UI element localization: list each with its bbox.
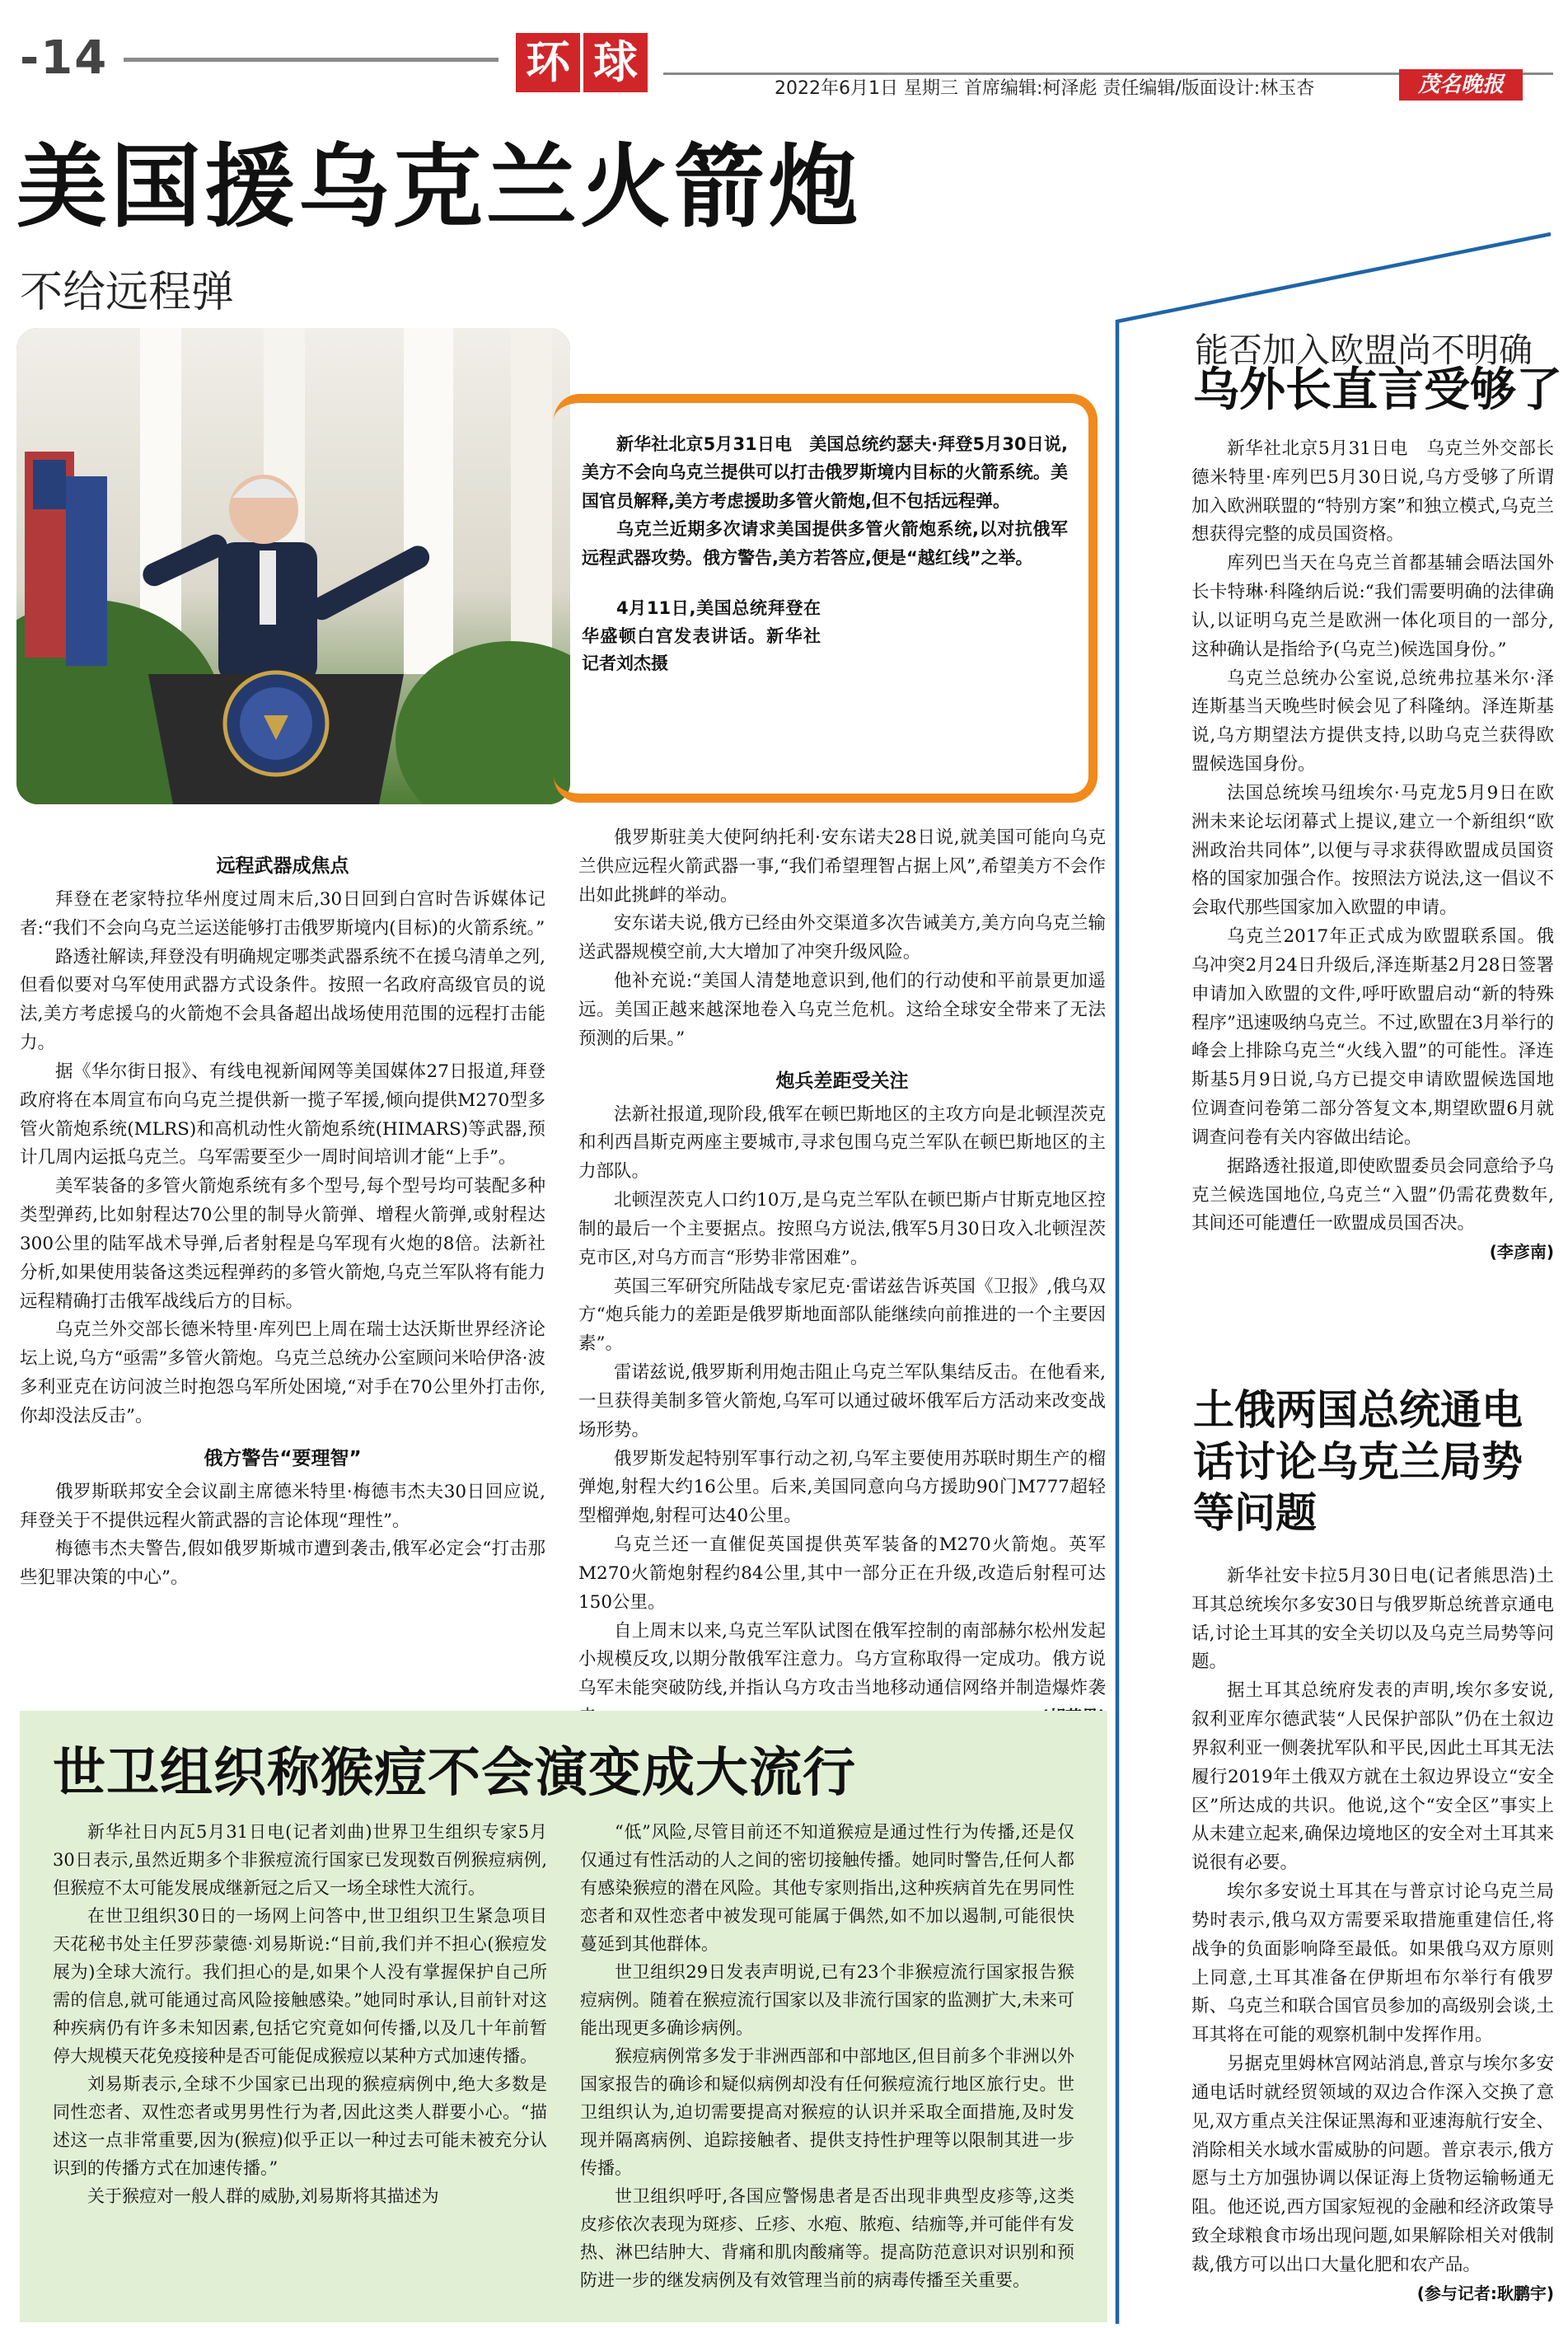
right-story-1-kicker: 能否加入欧盟尚不明确: [1195, 330, 1533, 370]
article-paragraph: 乌克兰总统办公室说,总统弗拉基米尔·泽连斯基当天晚些时候会见了科隆纳。泽连斯基说,乌方期望法方提供支持,以助乌克兰获得欧盟候选国身份。: [1191, 667, 1554, 775]
intro-paragraph-1: 新华社北京5月31日电 美国总统约瑟夫·拜登5月30日说,美方不会向乌克兰提供可以打击俄罗斯境内目标的火箭系统。美国官员解释,美方考虑援助多管火箭炮,但不包括远程弹。: [582, 434, 1068, 511]
page-number: -14: [20, 31, 109, 85]
photo-illustration: [16, 328, 570, 804]
monkeypox-col-2: [580, 1818, 1074, 2294]
article-paragraph: 法国总统埃马纽埃尔·马克龙5月9日在欧洲未来论坛闭幕式上提议,建立一个新组织“欧洲政治共同体”,以便与寻求获得欧盟成员国资格的国家加强合作。按照法方说法,这一倡议不会取代那些国家加入欧盟的申请。: [1191, 782, 1554, 919]
article-paragraph: 埃尔多安说土耳其在与普京讨论乌克兰局势时表示,俄乌双方需要采取措施重建信任,将战争的负面影响降至最低。如果俄乌双方原则上同意,土耳其准备在伊斯坦布尔举行有俄罗斯、乌克兰和联合国官员参加的高级别会谈,土耳其将在可能的观察机制中发挥作用。: [1191, 1881, 1554, 2046]
article-paragraph: 据《华尔街日报》、有线电视新闻网等美国媒体27日报道,拜登政府将在本周宣布向乌克兰提供新一揽子军援,倾向提供M270型多管火箭炮系统(MLRS)和高机动性火箭炮系统(HIMARS)等武器,预计几周内运抵乌克兰。乌军需要至少一周时间培训才能“上手”。: [20, 1061, 545, 1169]
article-paragraph: 俄罗斯联邦安全会议副主席德米特里·梅德韦杰夫30日回应说,拜登关于不提供远程火箭武器的言论体现“理性”。: [20, 1481, 545, 1531]
article-paragraph: 自上周末以来,乌克兰军队试图在俄军控制的南部赫尔松州发起小规模反攻,以期分散俄军注意力。乌方宣称取得一定成功。俄方说乌军未能突破防线,并指认乌方攻击当地移动通信网络并制造爆炸袭: [578, 1618, 1106, 1732]
article-paragraph: 安东诺夫说,俄方已经由外交渠道多次告诫美方,美方向乌克兰输送武器规模空前,大大增加了冲突升级风险。: [578, 913, 1106, 963]
article-paragraph: 梅德韦杰夫警告,假如俄罗斯城市遭到袭击,俄军必定会“打击那些犯罪决策的中心”。: [20, 1539, 545, 1589]
article-paragraph: 猴痘病例常多发于非洲西部和中部地区,但目前多个非洲以外国家报告的确诊和疑似病例却没有任何猴痘流行地区旅行史。世卫组织认为,迫切需要提高对猴痘的认识并采取全面措施,及时发现并隔离病例、追踪接触者、提供支持性护理等以限制其进一步传播。: [580, 2046, 1074, 2179]
main-story-col-2: [578, 824, 1106, 1732]
section-subheading: 远程武器成焦点: [216, 855, 349, 877]
article-paragraph: 世卫组织29日发表声明说,已有23个非猴痘流行国家报告猴痘病例。随着在猴痘流行国家以及非流行国家的监测扩大,未来可能出现更多确诊病例。: [580, 1962, 1074, 2039]
article-paragraph: 北顿涅茨克人口约10万,是乌克兰军队在顿巴斯卢甘斯克地区控制的最后一个主要据点。按照乌方说法,俄军5月30日攻入北顿涅茨克市区,对乌方而言“形势非常困难”。: [578, 1190, 1106, 1268]
article-paragraph: 雷诺兹说,俄罗斯利用炮击阻止乌克兰军队集结反击。在他看来,一旦获得美制多管火箭炮,乌军可以通过破坏俄军后方活动来改变战场形势。: [578, 1362, 1106, 1440]
date-line: 2022年6月1日 星期三 首席编辑:柯泽彪 责任编辑/版面设计:林玉杏: [775, 78, 1315, 99]
author-byline: (参与记者:耿鹏宇): [1416, 2283, 1554, 2303]
article-paragraph: 路透社解读,拜登没有明确规定哪类武器系统不在援乌清单之列,但看似要对乌军使用武器方式设条件。按照一名政府高级官员的说法,美方考虑援乌的火箭炮不会具备超出战场使用范围的远程打击能力。: [20, 946, 545, 1054]
article-paragraph: 法新社报道,现阶段,俄军在顿巴斯地区的主攻方向是北顿涅茨克和利西昌斯克两座主要城市,寻求包围乌克兰军队在顿巴斯地区的主力部队。: [578, 1103, 1106, 1183]
article-paragraph: 另据克里姆林宫网站消息,普京与埃尔多安通电话时就经贸领域的双边合作深入交换了意见,双方重点关注保证黑海和亚速海航行安全、消除相关水域水雷威胁的问题。普京表示,俄方愿与土方加强协调以保证海上货物运输畅通无阻。他还说,西方国家短视的金融和经济政策导致全球粮食市场出现问题,如果解除相关对俄制裁,俄方可以出口大量化肥和农产品。 (参与记者:耿鹏宇): [1191, 2050, 1554, 2280]
right-story-1-headline: 乌外长直言受够了: [1193, 363, 1562, 417]
right-story-2-headline: 土俄两国总统通电话讨论乌克兰局势等问题: [1193, 1386, 1523, 1537]
main-subheadline: 不给远程弹: [20, 268, 235, 317]
main-headline: 美国援乌克兰火箭炮: [16, 134, 862, 240]
section-char-1: 环: [516, 33, 580, 92]
article-paragraph: 据路透社报道,即使欧盟委员会同意给予乌克兰候选国地位,乌克兰“入盟”仍需花费数年,其间还可能遭任一欧盟成员国否决。 (李彦南): [1191, 1153, 1554, 1239]
article-paragraph: 世卫组织呼吁,各国应警惕患者是否出现非典型皮疹等,这类皮疹依次表现为斑疹、丘疹、水疱、脓疱、结痂等,并可能伴有发热、淋巴结肿大、背痛和肌肉酸痛等。提高防范意识对识别和预防进一步的继发病例及有效管理当前的病毒传播至关重要。: [580, 2186, 1074, 2291]
main-story-col-1: [20, 839, 545, 1593]
article-paragraph: 新华社日内瓦5月31日电(记者刘曲)世界卫生组织专家5月30日表示,虽然近期多个非猴痘流行国家已发现数百例猴痘病例,但猴痘不太可能发展成继新冠之后又一场全球性大流行。: [53, 1822, 547, 1899]
article-paragraph: 俄罗斯发起特别军事行动之初,乌军主要使用苏联时期生产的榴弹炮,射程大约16公里。后来,美国同意向乌方援助90门M777超轻型榴弹炮,射程可达40公里。: [578, 1448, 1106, 1527]
intro-paragraph-2: 乌克兰近期多次请求美国提供多管火箭炮系统,以对抗俄军远程武器攻势。俄方警告,美方若答应,便是“越红线”之举。: [582, 519, 1068, 568]
section-subheading: 俄方警告“要理智”: [204, 1447, 362, 1469]
right-story-2-body: [1191, 1562, 1554, 2307]
photo-caption: 4月11日,美国总统拜登在华盛顿白宫发表讲话。新华社记者刘杰摄: [582, 598, 821, 674]
monkeypox-headline: 世卫组织称猴痘不会演变成大流行: [53, 1743, 856, 1804]
article-paragraph: 刘易斯表示,全球不少国家已出现的猴痘病例中,绝大多数是同性恋者、双性恋者或男男性行为者,因此这类人群要小心。“描述这一点非常重要,因为(猴痘)似乎正以一种过去可能未被充分认识到的传播方式在加速传播。”: [53, 2074, 547, 2179]
article-paragraph: “低”风险,尽管目前还不知道猴痘是通过性行为传播,还是仅仅通过有性活动的人之间的密切接触传播。她同时警告,任何人都有感染猴痘的潜在风险。其他专家则指出,这种疾病首先在男同性恋者和双性恋者中被发现可能属于偶然,如不加以遏制,可能很快蔓延到其他群体。: [580, 1822, 1074, 1955]
header-rule-left: [124, 58, 498, 62]
newspaper-logo: 茂名晚报: [1399, 69, 1523, 101]
article-paragraph: 在世卫组织30日的一场网上问答中,世卫组织卫生紧急项目天花秘书处主任罗莎蒙德·刘易斯说:“目前,我们并不担心(猴痘发展为)全球大流行。我们担心的是,如果个人没有掌握保护自己所需的信息,就可能通过高风险接触感染。”她同时承认,目前针对这种疾病仍有许多未知因素,包括它究竟如何传播,以及几十年前暂停大规模天花免疫接种是否可能促成猴痘以某种方式加速传播。: [53, 1906, 547, 2067]
article-paragraph: 美军装备的多管火箭炮系统有多个型号,每个型号均可装配多种类型弹药,比如射程达70公里的制导火箭弹、增程火箭弹,或射程达300公里的陆军战术导弹,后者射程是乌军现有火炮的8倍。法新社分析,如果使用装备这类远程弹药的多管火箭炮,乌克兰军队将有能力远程精确打击俄军战线后方的目标。: [20, 1176, 545, 1312]
article-paragraph: 乌克兰外交部长德米特里·库列巴上周在瑞士达沃斯世界经济论坛上说,乌方“亟需”多管火箭炮。乌克兰总统办公室顾问米哈伊洛·波多利亚克在访问波兰时抱怨乌军所处困境,“对手在70公里外打击你,你却没法反击”。: [20, 1319, 545, 1426]
right-story-1-body: [1191, 435, 1554, 1266]
author-byline: (李彦南): [1489, 1242, 1554, 1262]
article-paragraph: 库列巴当天在乌克兰首都基辅会晤法国外长卡特琳·科隆纳后说:“我们需要明确的法律确认,以证明乌克兰是欧洲一体化项目的一部分,这种确认是指给予(乌克兰)候选国身份。”: [1191, 553, 1554, 660]
article-paragraph: 乌克兰2017年正式成为欧盟联系国。俄乌冲突2月24日升级后,泽连斯基2月28日签署申请加入欧盟的文件,呼吁欧盟启动“新的特殊程序”迅速吸纳乌克兰。不过,欧盟在3月举行的峰会上排除乌克兰“火线入盟”的可能性。泽连斯基5月9日说,乌方已提交申请欧盟候选国地位调查问卷第二部分答复文本,期望欧盟6月就调查问卷有关内容做出结论。: [1191, 926, 1555, 1148]
section-badge: [516, 33, 656, 92]
article-paragraph: 拜登在老家特拉华州度过周末后,30日回到白宫时告诉媒体记者:“我们不会向乌克兰运送能够打击俄罗斯境内(目标)的火箭系统。”: [20, 889, 545, 939]
article-paragraph: 据土耳其总统府发表的声明,埃尔多安说,叙利亚库尔德武装“人民保护部队”仍在土叙边界叙利亚一侧袭扰军队和平民,因此土耳其无法履行2019年土俄双方就在土叙边界设立“安全区”所达成的共识。他说,这个“安全区”事实上从未建立起来,确保边境地区的安全对土耳其来说很有必要。: [1191, 1680, 1554, 1874]
section-char-2: 球: [583, 33, 648, 92]
section-subheading: 炮兵差距受关注: [775, 1070, 909, 1092]
intro-box-content: [582, 430, 1068, 678]
article-paragraph: 关于猴痘对一般人群的威胁,刘易斯将其描述为: [87, 2186, 439, 2207]
article-paragraph: 英国三军研究所陆战专家尼克·雷诺兹告诉英国《卫报》,俄乌双方“炮兵能力的差距是俄罗斯地面部队能继续向前推进的一个主要因素”。: [578, 1276, 1106, 1355]
biden-photo: [16, 328, 570, 804]
article-paragraph: 新华社安卡拉5月30日电(记者熊思浩)土耳其总统埃尔多安30日与俄罗斯总统普京通电话,讨论土耳其的安全关切以及乌克兰局势等问题。: [1191, 1566, 1554, 1673]
monkeypox-col-1: [53, 1818, 547, 2210]
article-paragraph: 乌克兰还一直催促英国提供英军装备的M270火箭炮。英军M270火箭炮射程约84公里,其中一部分正在升级,改造后射程可达150公里。: [578, 1534, 1106, 1613]
article-paragraph: 他补充说:“美国人清楚地意识到,他们的行动使和平前景更加遥远。美国正越来越深地卷入乌克兰危机。这给全球安全带来了无法预测的后果。”: [578, 971, 1106, 1049]
article-paragraph: 俄罗斯驻美大使阿纳托利·安东诺夫28日说,就美国可能向乌克兰供应远程火箭武器一事,“我们希望理智占据上风”,希望美方不会作出如此挑衅的举动。: [578, 827, 1106, 906]
article-paragraph: 新华社北京5月31日电 乌克兰外交部长德米特里·库列巴5月30日说,乌方受够了所谓加入欧洲联盟的“特别方案”和独立模式,乌克兰想获得完整的成员国资格。: [1191, 438, 1554, 546]
